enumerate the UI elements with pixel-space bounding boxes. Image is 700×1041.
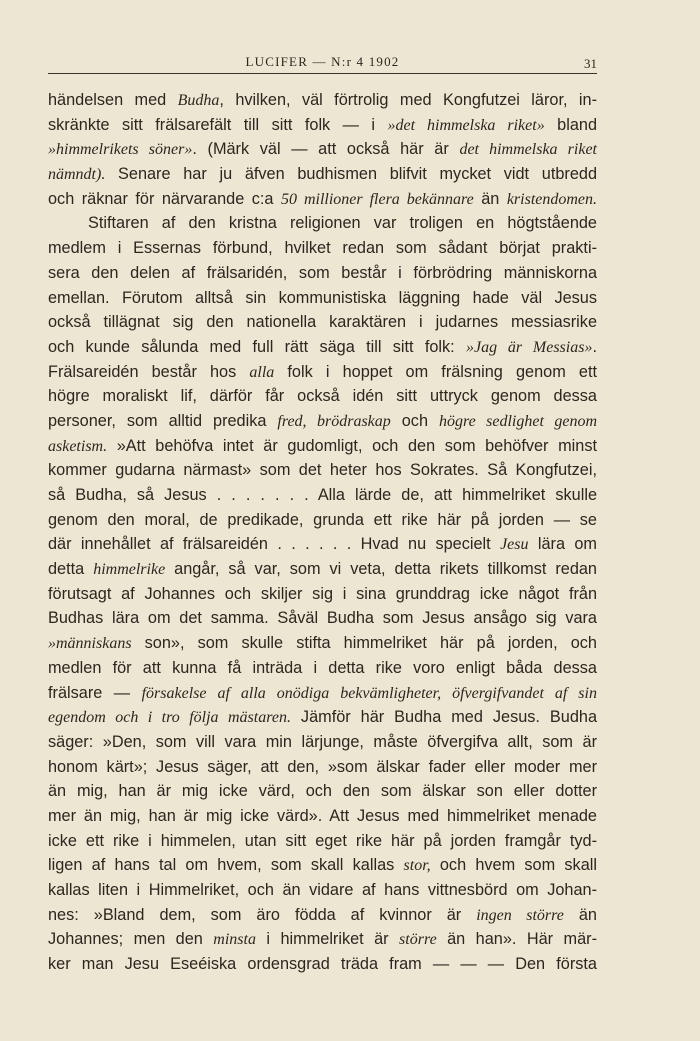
text-line [48,705,597,730]
text-segment: händelsen med [48,91,178,109]
italic-text: nämndt). [48,166,106,184]
text-line [48,903,597,928]
text-line [48,335,597,360]
text-line [48,532,597,557]
text-line [48,508,597,533]
text-segment: i himmelriket är [255,930,400,949]
text-line [48,730,597,755]
text-segment: son», som skulle stifta himmelriket här på jorden, och [131,634,597,653]
italic-text: alla [249,363,275,381]
italic-text: »människans [48,635,132,653]
text-line [48,236,597,261]
text-segment: också tillägnat sig den nationella karaktären i judarnes messiasrike [48,313,597,332]
text-line [48,829,597,854]
italic-text: »Jag är Messias» [466,338,593,356]
text-segment: honom kärt»; Jesus säger, att den, »som älskar fader eller moder mer [48,757,597,776]
text-segment: . [592,337,597,356]
text-segment: nes: »Bland dem, som äro födda af kvinnor är [48,905,477,924]
text-line [48,261,597,286]
italic-text: minsta [213,931,256,949]
text-line [48,310,597,335]
text-line [48,211,597,236]
text-line [48,557,597,582]
text-segment: kommer gudarna närmast» som det heter hos Sokrates. Så Kongfutzei, [48,461,597,480]
italic-text: stor, [403,857,431,875]
italic-text: kristendomen. [506,190,598,208]
text-segment: detta [48,560,94,579]
text-segment: än [473,189,507,208]
text-segment: än han». Här mär- [436,930,597,949]
text-segment: där innehållet af frälsareidén . . . . . . Hvad nu specielt [48,535,501,554]
text-line [48,162,597,187]
text-line [48,187,597,212]
text-segment: sera den delen af frälsaridén, som består i förbrödring människorna [48,263,597,282]
body-text [48,88,597,977]
text-line [48,952,597,977]
text-segment: skränkte sitt frälsarefält till sitt folk — i [48,115,388,134]
text-segment: angår, så var, som vi veta, detta rikets tillkomst redan [165,560,597,579]
text-segment: Stiftaren af den kristna religionen var troligen en högtstående [88,214,597,233]
text-line [48,631,597,656]
text-line [48,853,597,878]
text-segment: och [390,411,439,430]
text-segment: Johannes; men den [48,930,214,949]
italic-text: »det himmelska riket» [387,116,545,134]
italic-text: asketism. [48,437,108,455]
header-rule [48,73,597,74]
italic-text: 50 millioner flera bekännare [280,190,474,208]
text-line [48,656,597,681]
text-line [48,137,597,162]
text-segment: frälsare — [48,683,142,702]
text-segment: och kunde sålunda med full rätt säga till sitt folk: [48,337,467,356]
text-segment: och hvem som skall [430,856,597,875]
text-segment: lära om [528,535,597,554]
italic-text: himmelrike [93,561,166,579]
text-line [48,779,597,804]
italic-text: högre sedlighet genom [438,412,598,430]
text-segment: emellan. Förutom alltså sin kommunistiska läggning hade väl Jesus [48,288,597,307]
italic-text: större [399,931,437,949]
text-line [48,384,597,409]
page-number: 31 [584,56,597,71]
text-segment: säger: »Den, som vill vara min lärjunge, måste öfvergifva allt, som är [48,732,597,751]
text-line [48,286,597,311]
text-segment: ligen af hans tal om hvem, som skall kallas [48,856,404,875]
text-segment: förutsagt af Johannes och skiljer sig i sina grunddrag icke något från [48,584,597,603]
italic-text: fred, brödraskap [277,412,391,430]
text-line [48,483,597,508]
italic-text: ingen större [476,906,564,924]
text-line [48,409,597,434]
text-segment: . (Märk väl — att också här är [192,140,460,159]
text-segment: Senare har ju äfven budhismen blifvit mycket vidt utbredd [105,165,597,184]
text-segment: genom den moral, de predikade, grunda ett rike här på jorden — se [48,510,597,529]
text-segment: , hvilken, väl förtrolig med Kongfutzei läror, in- [219,91,598,109]
text-line [48,458,597,483]
running-title: LUCIFER — N:r 4 1902 [245,54,400,69]
text-segment: Jämför här Budha med Jesus. Budha [290,708,597,727]
text-segment: icke ett rike i himmelen, utan sitt eget rike här på jorden framgår tyd- [48,831,597,850]
text-segment: och räknar för närvarande c:a [48,189,281,208]
text-segment: än [563,905,597,924]
italic-text: det himmelska riket [459,141,597,159]
text-line [48,681,597,706]
italic-text: försakelse af alla onödiga bekvämligheter, öfvergifvandet af sin [141,684,597,702]
text-segment: folk i hoppet om frälsning genom ett [274,362,597,381]
text-segment: medlem i Essernas förbund, hvilket redan som sådant börjat prakti- [48,239,597,258]
text-line [48,434,597,459]
text-segment: ker man Jesu Eseéiska ordensgrad träda fram — — — Den första [48,955,597,974]
text-line [48,878,597,903]
text-line [48,755,597,780]
text-segment: så Budha, så Jesus . . . . . . . Alla lärde de, att himmelriket skulle [48,486,597,504]
text-segment: »Att behöfva intet är gudomligt, och den som behöfver minst [107,436,597,455]
text-segment: än mig, han är mig icke värd, och den som älskar son eller dotter [48,782,597,801]
text-line [48,582,597,607]
text-segment: mer än mig, han är mig icke värd». Att Jesus med himmelriket menade [48,806,597,825]
italic-text: Budha [177,92,220,109]
page-header [48,54,597,74]
text-line [48,606,597,631]
text-segment: medlen för att kunna få inträda i detta rike voro enligt båda dessa [48,658,597,677]
text-segment: högre moraliskt lif, därför får också idén sitt uttryck genom dessa [48,387,597,406]
text-segment: Frälsareidén består hos [48,362,250,381]
text-line [48,113,597,138]
text-line [48,927,597,952]
italic-text: Jesu [500,536,529,554]
text-line [48,360,597,385]
text-segment: personer, som alltid predika [48,411,278,430]
text-segment: Budhas lära om det samma. Såväl Budha som Jesus ansågo sig vara [48,609,597,628]
text-line [48,88,597,113]
text-line [48,804,597,829]
text-segment: bland [544,115,598,134]
italic-text: egendom och i tro följa mästaren. [48,709,291,727]
italic-text: »himmelrikets söner» [48,141,193,159]
text-segment: kallas liten i Himmelriket, och än vidare af hans vittnesbörd om Johan- [48,881,597,899]
